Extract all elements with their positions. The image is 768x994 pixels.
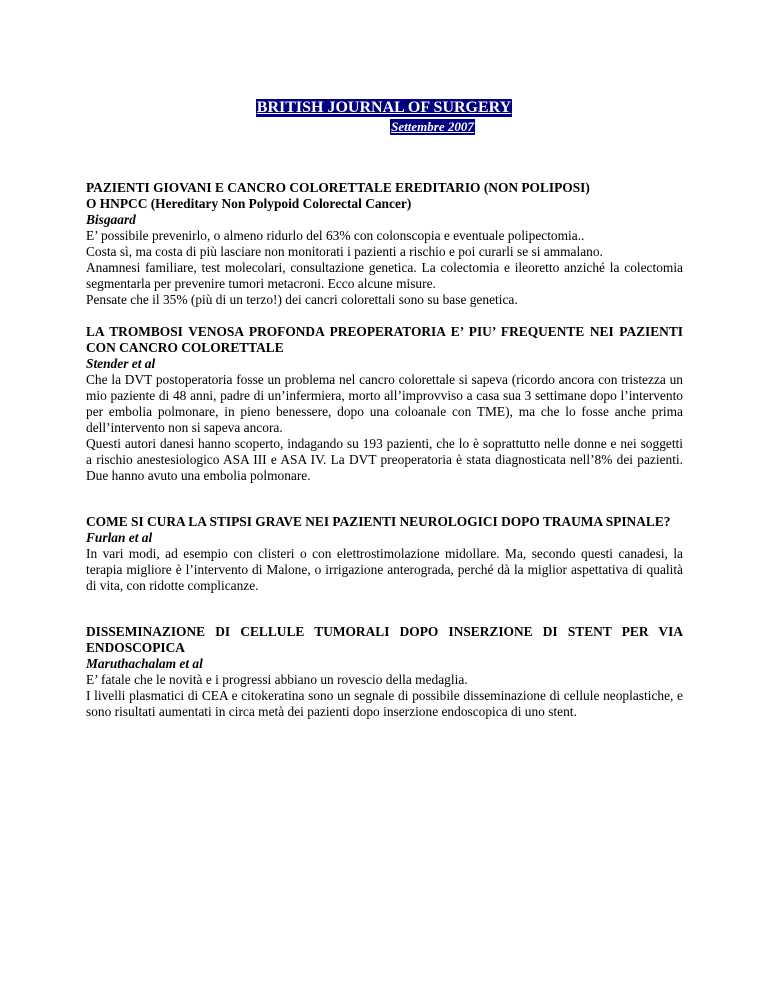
article-author: Stender et al (86, 356, 156, 371)
article-paragraph: Pensate che il 35% (più di un terzo!) dei cancri colorettali sono su base genetica. (86, 292, 518, 307)
article-paragraph: Anamnesi familiare, test molecolari, consultazione genetica. La colectomia e ileoretto anziché la colectomia segmentarla per prevenire tumori metacroni. Ecco alcune misure. (86, 260, 683, 291)
article-headline: PAZIENTI GIOVANI E CANCRO COLORETTALE EREDITARIO (NON POLIPOSI) (86, 180, 590, 195)
article-spacer (86, 484, 683, 514)
article-paragraph: I livelli plasmatici di CEA e citokeratina sono un segnale di possibile disseminazione di cellule neoplastiche, e sono risultati aumentati in circa metà dei pazienti dopo inserzione endoscopica di uno stent. (86, 688, 683, 719)
journal-title: BRITISH JOURNAL OF SURGERY (256, 99, 512, 116)
article-paragraph: E’ fatale che le novità e i progressi abbiano un rovescio della medaglia. (86, 672, 468, 687)
article-paragraph: Questi autori danesi hanno scoperto, indagando su 193 pazienti, che lo è soprattutto nelle donne e nei soggetti a rischio anestesiologico ASA III e ASA IV. La DVT preoperatoria è stata diagnosticata nell’8% dei pazienti. Due hanno avuto una embolia polmonare. (86, 436, 683, 483)
article-stent (86, 624, 683, 720)
issue-date: Settembre 2007 (391, 119, 474, 134)
article-dvt (86, 324, 683, 484)
article-spacer (86, 594, 683, 624)
article-subheadline: O HNPCC (Hereditary Non Polypoid Colorectal Cancer) (86, 196, 412, 211)
article-spacer (86, 308, 683, 324)
article-headline: COME SI CURA LA STIPSI GRAVE NEI PAZIENTI NEUROLOGICI DOPO TRAUMA SPINALE? (86, 514, 671, 529)
masthead (0, 99, 768, 135)
article-author: Maruthachalam et al (86, 656, 203, 671)
article-paragraph: Costa sì, ma costa di più lasciare non monitorati i pazienti a rischio e poi curarli se si ammalano. (86, 244, 603, 259)
article-paragraph: In vari modi, ad esempio con clisteri o con elettrostimolazione midollare. Ma, secondo questi canadesi, la terapia migliore è l’intervento di Malone, o irrigazione anterograda, perché dà la miglior aspettativa di qualità di vita, con ridotte complicanze. (86, 546, 683, 593)
article-hnpcc (86, 180, 683, 308)
article-stipsi (86, 514, 683, 594)
article-headline: DISSEMINAZIONE DI CELLULE TUMORALI DOPO INSERZIONE DI STENT PER VIA ENDOSCOPICA (86, 624, 683, 655)
article-author: Bisgaard (86, 212, 136, 227)
article-author: Furlan et al (86, 530, 153, 545)
article-headline: LA TROMBOSI VENOSA PROFONDA PREOPERATORIA E’ PIU’ FREQUENTE NEI PAZIENTI CON CANCRO COLORETTALE (86, 324, 683, 355)
article-paragraph: E’ possibile prevenirlo, o almeno ridurlo del 63% con colonscopia e eventuale polipectomia.. (86, 228, 585, 243)
article-paragraph: Che la DVT postoperatoria fosse un problema nel cancro colorettale si sapeva (ricordo ancora con tristezza un mio paziente di 48 anni, padre di un’infermiera, morto all’improvviso a casa sua 3 settimane dopo l’intervento per embolia polmonare, in pieno benessere, dopo una coloanale con TME), ma che lo fosse anche prima dell’intervento non si sapeva ancora. (86, 372, 683, 435)
article-list (86, 180, 683, 720)
